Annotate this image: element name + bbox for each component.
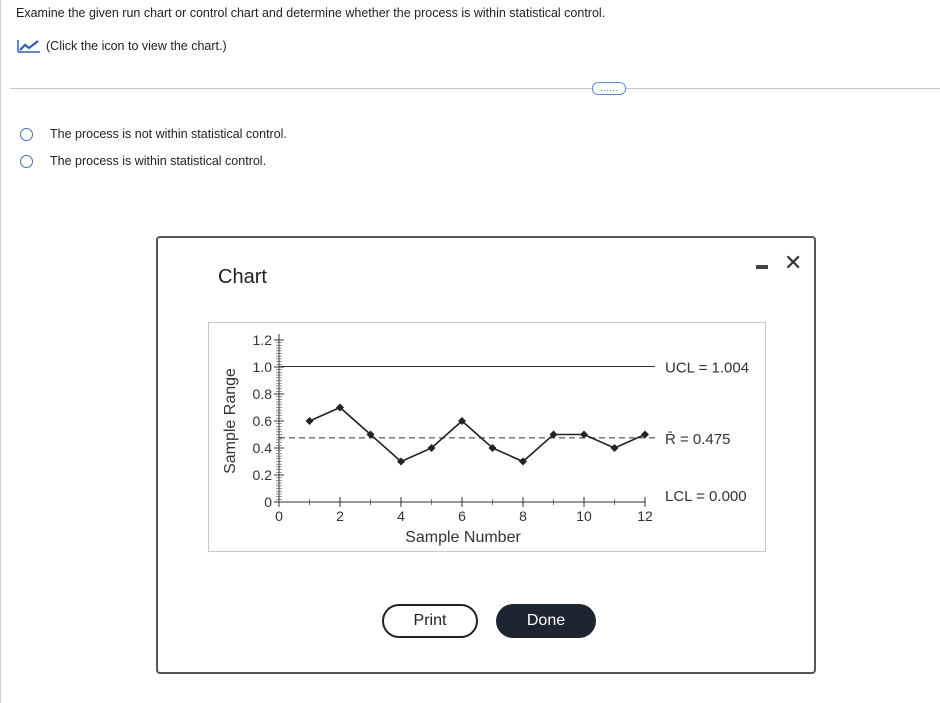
ucl-label: UCL = 1.004: [665, 359, 750, 377]
more-button[interactable]: ……: [592, 82, 626, 95]
option-label[interactable]: The process is not within statistical control.: [50, 127, 287, 141]
y-tick-label: 0.6: [252, 413, 272, 429]
minimize-icon[interactable]: [756, 265, 768, 269]
x-tick-label: 0: [275, 508, 283, 524]
chart-frame: [208, 322, 766, 552]
divider: [10, 88, 940, 89]
close-icon[interactable]: ✕: [784, 250, 803, 275]
left-border: [0, 0, 1, 703]
y-tick-label: 0.2: [252, 467, 272, 483]
x-tick-label: 2: [336, 508, 344, 524]
data-line: [310, 408, 646, 462]
chart-link-label[interactable]: (Click the icon to view the chart.): [46, 39, 227, 53]
question-text: Examine the given run chart or control chart and determine whether the process is within statistical control.: [16, 6, 606, 20]
data-point: [611, 444, 619, 452]
x-axis-title: Sample Number: [405, 529, 521, 546]
control-chart: [209, 323, 765, 551]
chart-link[interactable]: [16, 38, 227, 54]
y-tick-label: 0.8: [252, 386, 272, 402]
lcl-label: LCL = 0.000: [665, 488, 747, 505]
center-label: R̄ = 0.475: [665, 430, 731, 448]
y-tick-label: 0: [264, 494, 272, 510]
option-label[interactable]: The process is within statistical control.: [50, 154, 267, 168]
option-not-in-control[interactable]: [20, 127, 287, 141]
data-point: [306, 417, 314, 425]
y-tick-label: 0.4: [252, 440, 272, 456]
dialog-title: Chart: [218, 266, 267, 288]
option-in-control[interactable]: [20, 154, 266, 168]
done-button[interactable]: Done: [496, 604, 596, 638]
radio-button[interactable]: [20, 155, 33, 168]
data-point: [641, 431, 649, 439]
y-tick-label: 1.0: [252, 359, 272, 375]
x-tick-label: 4: [397, 508, 405, 524]
x-tick-label: 12: [637, 508, 653, 524]
radio-button[interactable]: [20, 128, 33, 141]
print-button[interactable]: Print: [382, 604, 478, 638]
x-tick-label: 6: [458, 508, 466, 524]
x-tick-label: 10: [576, 508, 592, 524]
y-tick-label: 1.2: [252, 332, 272, 348]
data-point: [580, 431, 588, 439]
chart-dialog: [156, 236, 816, 674]
line-chart-icon[interactable]: [16, 38, 42, 54]
x-tick-label: 8: [519, 508, 527, 524]
y-axis-title: Sample Range: [222, 368, 239, 474]
